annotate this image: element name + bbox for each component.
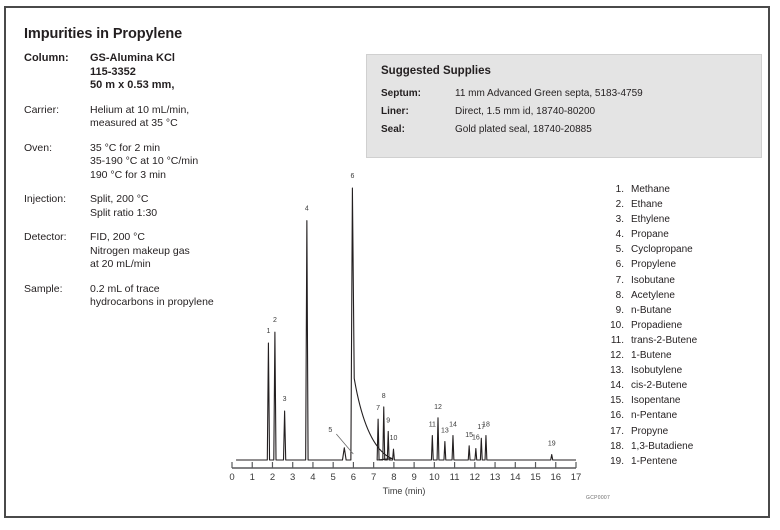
legend-item — [604, 197, 764, 212]
legend-item-number: 5. — [615, 244, 624, 256]
legend-item-number: 15. — [610, 395, 624, 407]
legend-item-name: 1-Butene — [631, 350, 672, 362]
chromatogram-trace — [236, 188, 576, 460]
legend-item-name: Acetylene — [631, 289, 675, 301]
supply-value: 11 mm Advanced Green septa, 5183-4759 — [455, 88, 643, 99]
legend-item-name: Propyne — [631, 425, 669, 437]
legend-item — [604, 333, 764, 348]
legend-item — [604, 212, 764, 227]
legend-item — [604, 363, 764, 378]
parameter-values — [90, 231, 190, 272]
legend-item — [604, 182, 764, 197]
x-axis-label: Time (min) — [382, 486, 426, 496]
legend-item-name: cis-2-Butene — [631, 380, 688, 392]
x-axis-tick-label: 8 — [391, 472, 397, 483]
legend-item-number: 2. — [615, 199, 624, 211]
x-axis-tick-label: 7 — [371, 472, 377, 483]
peak-labels — [266, 173, 555, 454]
suggested-supplies-box — [366, 54, 762, 158]
x-axis — [229, 462, 581, 496]
legend-item-number: 4. — [615, 229, 624, 241]
parameter-value-line: Nitrogen makeup gas — [90, 244, 190, 257]
x-axis-tick-label: 6 — [350, 472, 357, 483]
legend-item — [604, 408, 764, 423]
compound-legend — [604, 182, 764, 469]
legend-item — [604, 424, 764, 439]
legend-item-name: n-Butane — [631, 304, 672, 316]
legend-item — [604, 257, 764, 272]
legend-item — [604, 439, 764, 454]
peak-label-7: 7 — [376, 405, 381, 413]
legend-item-name: Isobutylene — [631, 365, 683, 377]
parameter-row — [24, 104, 254, 131]
legend-item-name: Isopentane — [631, 395, 681, 407]
legend-item — [604, 242, 764, 257]
peak-label-6: 6 — [350, 173, 355, 180]
x-axis-tick-label: 2 — [269, 472, 276, 483]
peak-label-12: 12 — [434, 403, 442, 411]
chromatogram — [220, 168, 590, 508]
legend-item-name: Ethylene — [631, 214, 670, 226]
legend-item-name: Propadiene — [631, 319, 683, 331]
supply-value: Gold plated seal, 18740-20885 — [455, 124, 592, 135]
legend-item-number: 19. — [610, 455, 624, 467]
figure-code: GCP0007 — [586, 495, 611, 501]
legend-item-name: Propane — [631, 229, 669, 241]
x-axis-tick-label: 17 — [570, 472, 582, 483]
parameter-values — [90, 193, 157, 220]
parameter-value-line: FID, 200 °C — [90, 231, 145, 243]
legend-item-name: Cyclopropane — [631, 244, 693, 256]
legend-item — [604, 303, 764, 318]
supplies-title: Suggested Supplies — [381, 65, 491, 77]
supply-row — [381, 106, 753, 117]
parameter-label: Oven: — [24, 141, 53, 154]
legend-item — [604, 288, 764, 303]
legend-item-number: 17. — [610, 425, 624, 437]
peak-label-3: 3 — [282, 396, 287, 404]
supply-label: Seal: — [381, 124, 405, 135]
peak-label-15: 15 — [465, 431, 474, 439]
supply-row — [381, 88, 753, 99]
parameter-value-line: Split ratio 1:30 — [90, 206, 158, 219]
parameter-value-line: 50 m x 0.53 mm, — [90, 79, 175, 91]
legend-item — [604, 227, 764, 242]
legend-item-number: 8. — [615, 289, 624, 301]
x-axis-tick-label: 14 — [510, 472, 521, 483]
parameter-label: Injection: — [24, 193, 67, 205]
peak-label-2: 2 — [272, 317, 277, 325]
peak-label-16: 16 — [471, 434, 480, 442]
legend-item — [604, 378, 764, 393]
parameter-label: Carrier: — [24, 103, 60, 116]
supply-label: Septum: — [381, 88, 421, 99]
chromatogram-plot — [220, 168, 590, 508]
x-axis-tick-label: 13 — [489, 472, 501, 483]
x-axis-tick-label: 9 — [411, 472, 417, 483]
legend-item-name: trans-2-Butene — [631, 334, 698, 346]
legend-item-number: 7. — [615, 274, 624, 286]
peak-label-10: 10 — [389, 435, 398, 443]
peak-label-11: 11 — [428, 421, 436, 429]
peak-label-1: 1 — [266, 328, 271, 336]
legend-item-name: n-Pentane — [631, 410, 678, 422]
x-axis-tick-label: 5 — [330, 472, 336, 483]
parameter-value-line: hydrocarbons in propylene — [90, 296, 214, 308]
parameter-value-line: at 20 mL/min — [90, 258, 151, 270]
peak-label-13: 13 — [440, 427, 449, 435]
x-axis-tick-label: 1 — [249, 472, 255, 483]
legend-item — [604, 454, 764, 469]
legend-item-name: Isobutane — [631, 274, 675, 286]
parameter-value-line: 0.2 mL of trace — [90, 282, 160, 295]
legend-item-name: Ethane — [631, 199, 663, 211]
parameter-value-line: 35 °C for 2 min — [90, 141, 161, 154]
legend-item-number: 14. — [610, 380, 624, 392]
x-axis-tick-label: 10 — [429, 472, 440, 483]
legend-item — [604, 393, 764, 408]
legend-item — [604, 348, 764, 363]
legend-item-number: 16. — [610, 410, 624, 422]
parameter-values — [90, 104, 189, 131]
parameter-values — [90, 52, 175, 93]
legend-item-name: 1-Pentene — [631, 455, 678, 467]
legend-item — [604, 318, 764, 333]
legend-item-number: 18. — [610, 440, 624, 452]
x-axis-tick-label: 11 — [449, 472, 460, 483]
legend-item-number: 9. — [615, 304, 624, 316]
parameter-value-line: 190 °C for 3 min — [90, 168, 166, 181]
supply-label: Liner: — [381, 106, 409, 117]
page-title: Impurities in Propylene — [24, 26, 183, 42]
parameter-value-line: Split, 200 °C — [90, 193, 149, 205]
peak-label-9: 9 — [386, 417, 391, 425]
supply-row — [381, 124, 753, 135]
parameter-values — [90, 283, 214, 310]
legend-item-name: Methane — [631, 184, 670, 195]
legend-item-number: 3. — [615, 214, 624, 226]
legend-item-number: 12. — [610, 350, 624, 362]
peak-label-8: 8 — [381, 392, 386, 400]
x-axis-tick-label: 0 — [229, 472, 235, 483]
parameter-values — [90, 142, 198, 183]
legend-item-number: 6. — [615, 259, 624, 271]
x-axis-tick-label: 16 — [550, 472, 562, 483]
figure-page — [4, 6, 770, 518]
legend-item-number: 1. — [615, 184, 624, 195]
peak-label-14: 14 — [449, 421, 457, 429]
peak-label-18: 18 — [482, 421, 490, 429]
supplies-rows — [381, 88, 753, 142]
parameter-value-line: measured at 35 °C — [90, 117, 178, 129]
legend-item-number: 13. — [610, 365, 624, 377]
parameter-value-line: GS-Alumina KCl — [90, 52, 175, 64]
legend-item — [604, 273, 764, 288]
x-axis-tick-label: 15 — [530, 472, 541, 483]
parameter-label: Detector: — [24, 231, 67, 243]
legend-item-number: 11. — [610, 334, 624, 346]
legend-item-name: 1,3-Butadiene — [631, 440, 694, 452]
x-axis-tick-label: 4 — [310, 472, 316, 483]
parameter-value-line: 35-190 °C at 10 °C/min — [90, 155, 199, 167]
parameter-label: Sample: — [24, 282, 63, 295]
parameter-row — [24, 52, 254, 93]
parameter-value-line: Helium at 10 mL/min, — [90, 103, 190, 116]
peak-label-17: 17 — [477, 424, 486, 432]
peak-label-4: 4 — [304, 205, 309, 213]
peak-label-19: 19 — [547, 440, 556, 448]
legend-item-number: 10. — [610, 319, 624, 331]
peak-label-5: 5 — [328, 427, 333, 434]
x-axis-tick-label: 12 — [469, 472, 481, 483]
supply-value: Direct, 1.5 mm id, 18740-80200 — [455, 106, 596, 117]
parameter-value-line: 115-3352 — [90, 65, 136, 78]
x-axis-tick-label: 3 — [290, 472, 296, 483]
parameter-label: Column: — [24, 52, 69, 64]
legend-item-name: Propylene — [631, 259, 677, 271]
